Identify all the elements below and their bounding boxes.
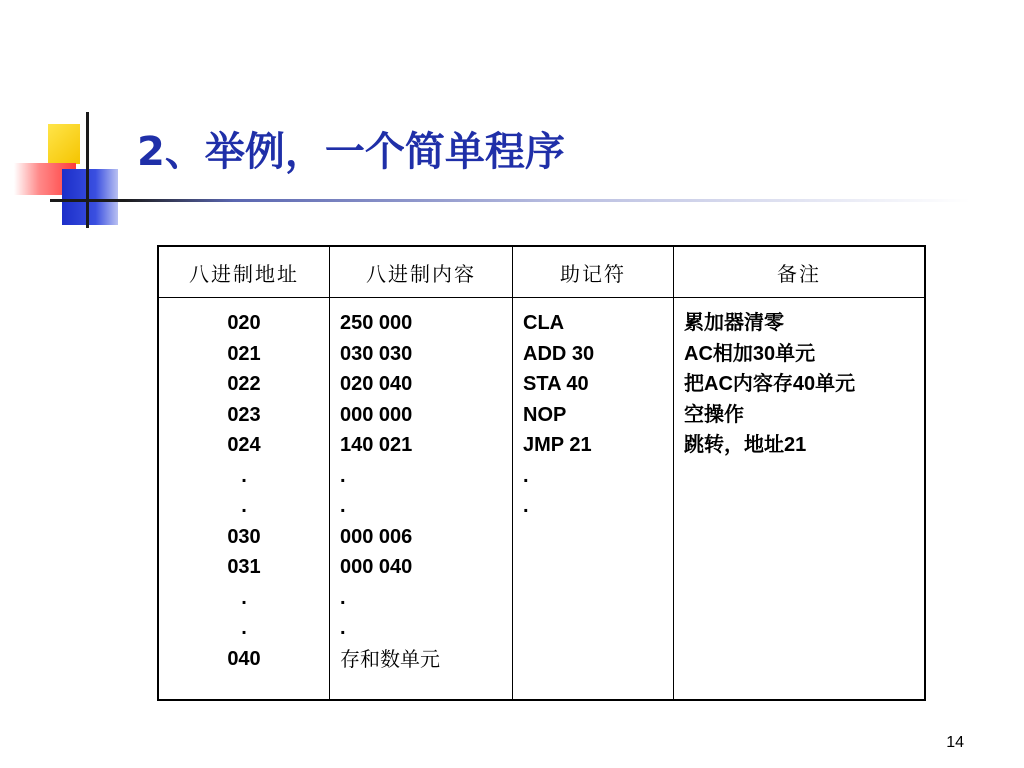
page-number: 14 (946, 734, 964, 751)
mnemonic-column (513, 298, 674, 701)
logo-vertical-line (86, 112, 89, 228)
mnemonic-cell: STA 40 (523, 373, 589, 395)
remark-cell: 跳转，地址21 (684, 434, 807, 456)
address-cell: . (241, 617, 247, 639)
remarks-column (674, 298, 926, 701)
address-cell: . (241, 495, 247, 517)
mnemonic-cell: NOP (523, 403, 567, 426)
address-cell: 023 (227, 403, 261, 426)
mnemonic-cell: . (523, 495, 529, 517)
address-cell: 031 (227, 556, 261, 578)
content-cell: 000 040 (340, 556, 413, 578)
content-cell-note: 存和数单元 (340, 646, 440, 671)
address-cell: 030 (227, 525, 261, 548)
content-cell: . (340, 586, 346, 609)
header-octal-content: 八进制内容 (330, 246, 513, 298)
content-cell: 000 006 (340, 525, 413, 548)
remark-cell: 空操作 (684, 403, 744, 426)
address-column (158, 298, 330, 701)
content-cell: . (340, 495, 346, 517)
logo-yellow-square (48, 124, 80, 164)
content-cell: . (340, 464, 346, 487)
program-table (157, 245, 926, 701)
header-remarks: 备注 (674, 246, 926, 298)
table-header-row (158, 246, 925, 298)
address-cell: 020 (227, 312, 261, 334)
address-cell: . (241, 586, 247, 609)
logo-blue-square (62, 169, 118, 225)
content-cell: 000 000 (340, 403, 413, 426)
content-cell: 140 021 (340, 434, 413, 456)
mnemonic-cell: ADD 30 (523, 342, 595, 365)
address-cell: 022 (227, 373, 261, 395)
remark-cell: 把AC内容存40单元 (684, 373, 856, 395)
mnemonic-cell: . (523, 464, 529, 487)
mnemonic-cell: JMP 21 (523, 434, 592, 456)
mnemonic-cell: CLA (523, 312, 565, 334)
content-cell: 020 040 (340, 373, 413, 395)
content-column (330, 298, 513, 701)
slide-title: 2、举例，一个简单程序 (137, 129, 565, 175)
content-cell: 250 000 (340, 312, 413, 334)
content-cell: . (340, 617, 346, 639)
header-octal-address: 八进制地址 (158, 246, 330, 298)
address-cell: 040 (227, 647, 261, 670)
remark-cell: AC相加30单元 (684, 342, 816, 365)
address-cell: 024 (227, 434, 261, 456)
address-cell: . (241, 464, 247, 487)
remark-cell: 累加器清零 (684, 312, 784, 334)
header-mnemonic: 助记符 (513, 246, 674, 298)
title-underline (50, 199, 970, 202)
table-row (158, 298, 925, 701)
address-cell: 021 (227, 342, 261, 365)
content-cell: 030 030 (340, 342, 413, 365)
